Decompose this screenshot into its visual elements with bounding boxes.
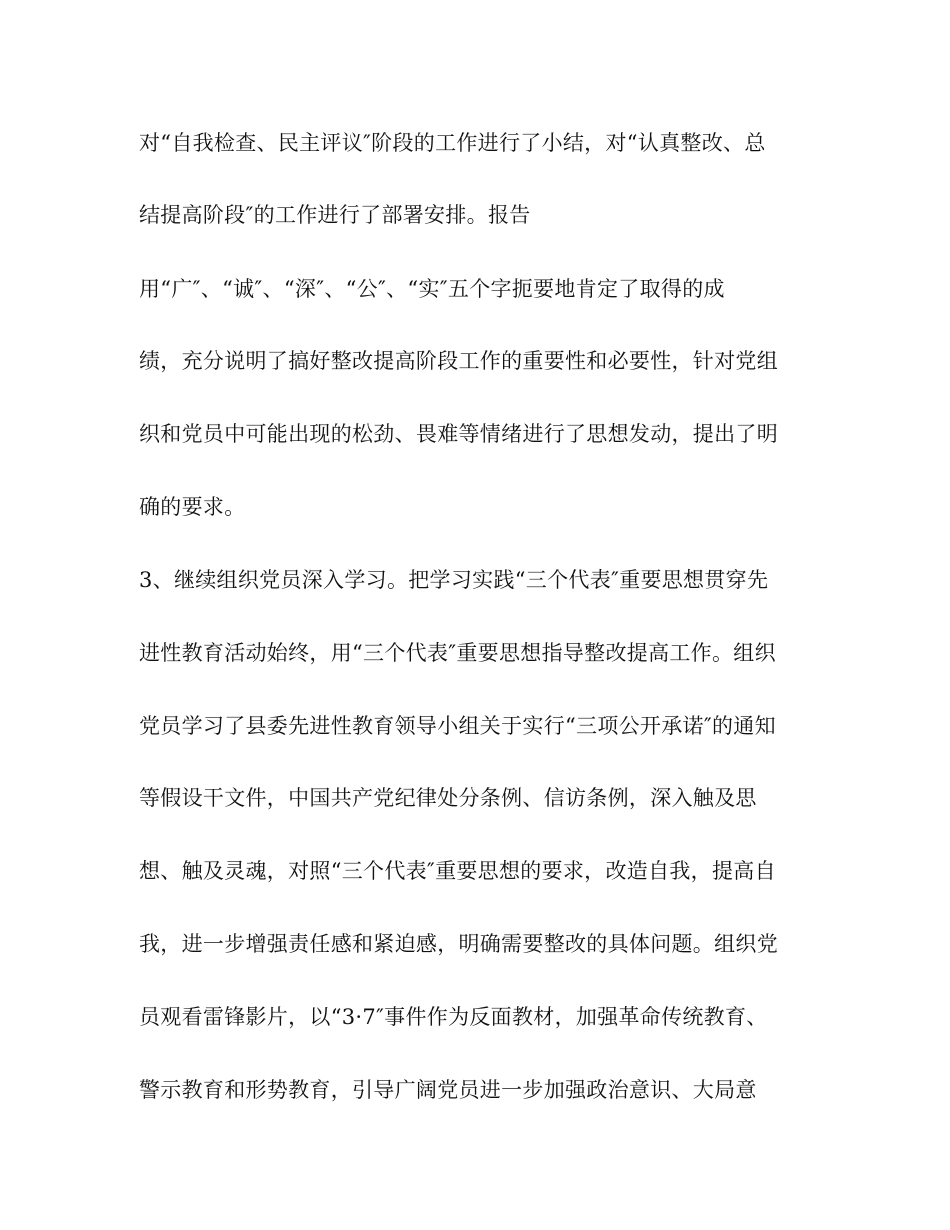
text-line: 织和党员中可能出现的松劲、畏难等情绪进行了思想发动，提出了明 (139, 422, 778, 446)
text-line: 绩，充分说明了搞好整改提高阶段工作的重要性和必要性，针对党组 (139, 349, 778, 373)
text-line: 党员学习了县委先进性教育领导小组关于实行“三项公开承诺″的通知 (139, 714, 776, 738)
text-line: 用“广″、“诚″、“深″、“公″、“实″五个字扼要地肯定了取得的成 (139, 277, 725, 301)
text-line: 警示教育和形势教育，引导广阔党员进一步加强政治意识、大局意 (139, 1078, 757, 1102)
text-line: 等假设干文件，中国共产党纪律处分条例、信访条例，深入触及思 (139, 786, 757, 810)
text-line: 3、继续组织党员深入学习。把学习实践“三个代表″重要思想贯穿先 (139, 568, 769, 592)
text-line: 员观看雷锋影片，以“3·7″事件作为反面教材，加强革命传统教育、 (139, 1005, 768, 1029)
text-line: 确的要求。 (139, 495, 246, 519)
text-line: 想、触及灵魂，对照“三个代表″重要思想的要求，改造自我，提高自 (139, 859, 776, 883)
text-line: 对“自我检查、民主评议″阶段的工作进行了小结，对“认真整改、总 (139, 131, 766, 155)
text-line: 结提高阶段″的工作进行了部署安排。报告 (139, 203, 531, 227)
text-line: 我，进一步增强责任感和紧迫感，明确需要整改的具体问题。组织党 (139, 932, 778, 956)
text-line: 进性教育活动始终，用“三个代表″重要思想指导整改提高工作。组织 (139, 641, 776, 665)
